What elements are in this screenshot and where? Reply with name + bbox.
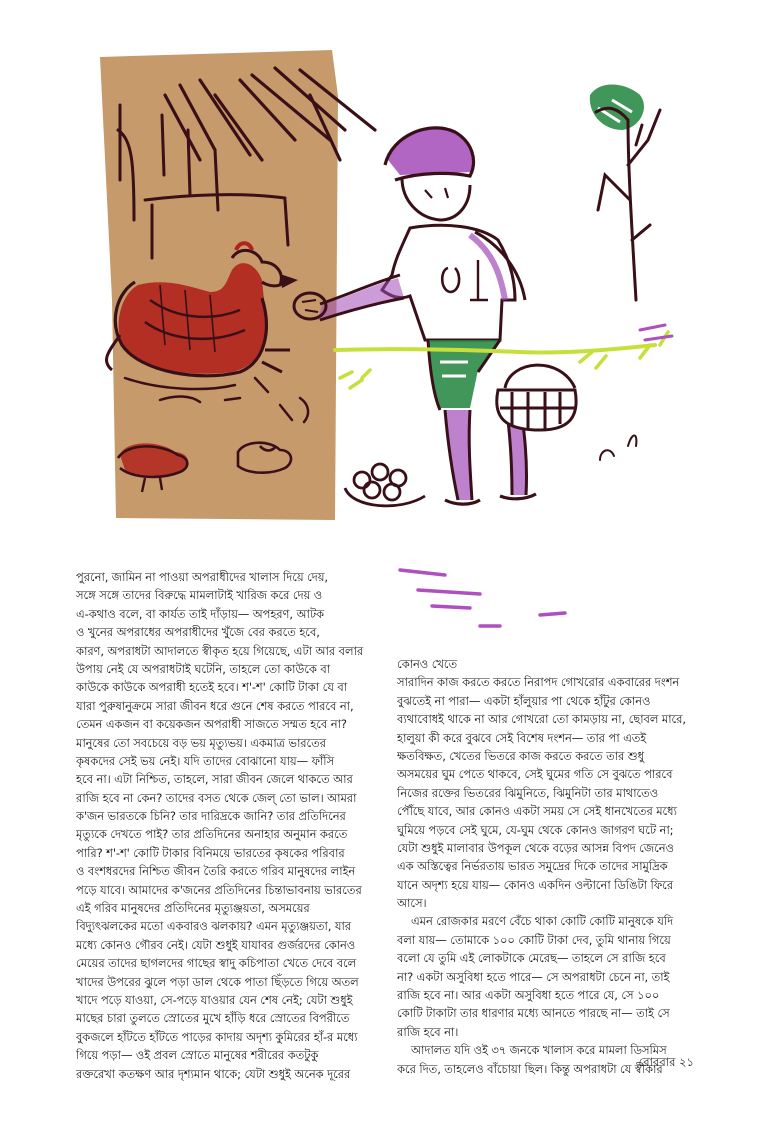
text-line: না? একটা অসুবিধা হতে পারে— সে অপরাধটা চেনে না, তাই (397, 969, 670, 984)
text-line: অসময়ের ঘুম পেতে থাকবে, সেই ঘুমের গতি সে বুঝতে পারবে (397, 767, 673, 782)
text-line: গিয়ে পড়া— ওই প্রবল স্রোতে মানুষের শরীরের কতটুকু (76, 1048, 319, 1063)
text-line: ও খুনের অপরাধের অপরাধীদের খুঁজে বের করতে হবে, (76, 625, 320, 640)
text-line: এক অস্তিত্বের নির্ভরতায় ভারত সমুদ্রের দিকে তাদের সামুদ্রিক (397, 859, 668, 874)
text-line: পুরনো, জামিন না পাওয়া অপরাধীদের খালাস দিয়ে দেয়, (76, 570, 328, 584)
text-line: রাজি হবে না। আর একটা অসুবিধা হতে পারে যে, সে ১০০ (397, 988, 660, 1003)
text-line: মাছের চারা তুলতে স্রোতের মুখে হাঁড়ি ধরে স্রোতের বিপরীতে (76, 1011, 350, 1026)
text-line: ক্ষতবিক্ষত, খেতের ভিতরে কাজ করতে করতে তার শুধু (397, 748, 644, 763)
text-line: করে দিত, তাহলেও বাঁচোয়া ছিল। কিন্তু অপরাধটা যে স্বীকার (397, 1061, 663, 1076)
text-line: আদালত যদি ওই ৩৭ জনকে খালাস করে মামলা ডিসমিস (411, 1043, 667, 1058)
text-line: বুকজলে হাঁটতে হাঁটতে পাড়ের কাদায় অদৃশ্য কুমিরের হাঁ-র মধ্যে (76, 1029, 358, 1044)
text-line: মধ্যে কোনও গৌরব নেই। যেটা শুধুই যাযাবর গুর্জরদের কোনও (76, 937, 356, 952)
text-line: যানে অদৃশ্য হয়ে যায়— কোনও একদিন ওল্টানো ডিঙিটা ফিরে (397, 877, 674, 892)
text-line: পারি? শ'-শ' কোটি টাকার বিনিময়ে ভারতের কৃষকের পরিবার (76, 845, 345, 860)
text-line: কারণ, অপরাধটা আদালতে স্বীকৃত হয়ে গিয়েছে, এটা আর বলার (76, 643, 364, 658)
text-line: সঙ্গে সঙ্গে তাদের বিরুদ্ধে মামলাটাই খারিজ করে দেয় ও (76, 588, 323, 603)
text-line: বলো যে তুমি এই লোকটাকে মেরেছ— তাহলে সে রাজি হবে (397, 951, 666, 966)
text-line: ক'জন ভারতকে চিনি? তার দারিদ্রকে জানি? তার প্রতিদিনের (76, 809, 346, 824)
basket-icon (497, 365, 576, 430)
text-line: খাদের উপরের ঝুলে পড়া ডাল থেকে পাতা ছিঁড়তে গিয়ে অতল (76, 974, 359, 989)
text-line: ঘুমিয়ে পড়বে সেই ঘুমে, যে-ঘুম থেকে কোনও জাগরণ ঘটে না; (397, 822, 674, 837)
text-line: মানুষের তো সবচেয়ে বড় ভয় মৃত্যুভয়। একমাত্র ভারতের (76, 735, 326, 750)
right-column (397, 655, 703, 1078)
text-line: পৌঁছে যাবে, আর কোনও একটা সময় সে সেই ধানখেতের মধ্যে (397, 804, 677, 819)
text-line: হবে না। এটা নিশ্চিত, তাহলে, সারা জীবন জেলে থাকতে আর (76, 772, 353, 787)
text-line: এমন রোজকার মরণে বেঁচে থাকা কোটি কোটি মানুষকে যদি (411, 914, 674, 929)
text-line: বুঝতেই না পারা— একটা হাঁলুয়ার পা থেকে হাঁটুর কোনও (397, 693, 651, 708)
text-line: বিদ্যুৎঝলকের মতো একবারও ঝলকায়? এমন মৃত্যুঞ্জয়তা, যার (76, 919, 351, 934)
text-line: এ-কথাও বলে, বা কার্যত তাই দাঁড়ায়— অপহরণ, আটক (76, 606, 324, 621)
tree-icon (590, 84, 660, 300)
text-line: রাজি হবে না। (397, 1024, 459, 1039)
text-line: ও বংশধরদের নিশ্চিত জীবন তৈরি করতে গরিব মানুষদের লাইন (76, 864, 356, 879)
text-line: কোনও খেতে (397, 657, 458, 671)
text-line: মেয়ের তাদের ছাগলদের গাছের স্বাদু কচিপাতা খেতে দেবে বলে (76, 956, 357, 971)
text-line: কোটি টাকাটা তার ধারণার মধ্যে আনতে পারছে না— তাই সে (397, 1006, 670, 1021)
text-line: রাজি হবে না কেন? তাদের বসত থেকে জেল্ তো ভাল। আমরা (76, 790, 357, 805)
text-line: বলা যায়— তোমাকে ১০০ কোটি টাকা দেব, তুমি থানায় গিয়ে (397, 932, 671, 947)
magenta-dashes (400, 570, 565, 626)
bowl-icon (345, 464, 425, 506)
text-line: ব্যথাবোধই থাকে না আর গোখরো তো কামড়ায় না, ছোবল মারে, (397, 712, 686, 727)
text-line: তেমন একজন বা কয়েকজন অপরাধী সাজতে সম্মত হবে না? (76, 717, 347, 732)
text-line: যারা পুরুষানুক্রমে সারা জীবন ধরে গুনে শেষ করতে পারবে না, (76, 698, 354, 713)
text-line: নিজের রক্তের ভিতরের ঝিমুনিতে, ঝিমুনিটা তার মাথাতেও (397, 785, 659, 800)
text-line: কৃষকদের সেই ভয় নেই। যদি তাদের বোঝানো যায়— ফাঁসি (76, 753, 335, 768)
text-line: খাদে পড়ে যাওয়া, সে-পড়ে যাওয়ার যেন শেষ নেই; যেটা শুধুই (76, 992, 353, 1007)
page-folio: রোববার ২১ (638, 1055, 694, 1069)
text-line: মৃত্যুকে দেখতে পাই? তার প্রতিদিনের অনাহার অনুমান করতে (76, 827, 348, 842)
text-line: সারাদিন কাজ করতে করতে নিরাপদ গোখরোর একবারের দংশন (397, 675, 680, 690)
text-line: পড়ে যাবে। আমাদের ক'জনের প্রতিদিনের চিন্তাভাবনায় ভারতের (76, 882, 362, 897)
text-line: আসে। (397, 896, 427, 911)
text-line: রক্তরেখা কতক্ষণ আর দৃশ্যমান থাকে; যেটা শুধুই অনেক দূরের (76, 1066, 351, 1081)
text-line: এই গরিব মানুষদের প্রতিদিনের মৃত্যুঞ্জয়তা, অসময়ের (76, 901, 310, 916)
text-line: উপায় নেই যে অপরাধটাই ঘটেনি, তাহলে তো কাউকে বা (76, 661, 331, 676)
text-line: কাউকে কাউকে অপরাধী হতেই হবে। শ'-শ' কোটি টাকা যে বা (76, 680, 348, 695)
text-line: হালুয়া কী করে বুঝবে সেই বিশেষ দংশন— তার পা এতই (397, 730, 647, 745)
left-column (76, 568, 376, 1083)
text-line: যেটা শুধুই মালাবার উপকূল থেকে বড়ের আসন্ন বিপদ জেনেও (397, 840, 674, 855)
